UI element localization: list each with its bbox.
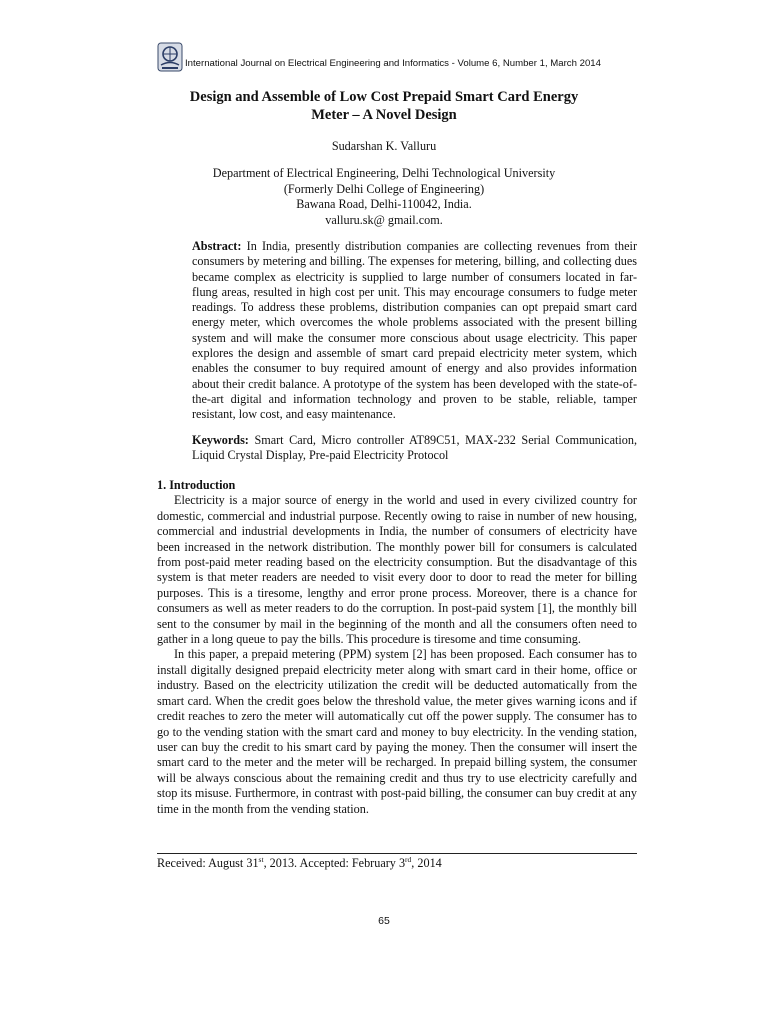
received-accepted-dates: Received: August 31st, 2013. Accepted: February 3rd, 2014 [157, 855, 442, 870]
keywords-label: Keywords: [192, 433, 249, 447]
affiliation-department: Department of Electrical Engineering, Delhi Technological University [212, 166, 556, 180]
title-line-2: Meter – A Novel Design [311, 107, 457, 123]
affiliation-email: valluru.sk@ gmail.com. [325, 212, 443, 227]
title-line-1: Design and Assemble of Low Cost Prepaid Smart Card Energy [189, 89, 579, 105]
keywords [192, 433, 637, 464]
affiliation-address: Bawana Road, Delhi-110042, India. [296, 197, 472, 211]
keywords-text: Smart Card, Micro controller AT89C51, MAX-232 Serial Communication, Liquid Crystal Display, Pre-paid Electricity Protocol [192, 433, 637, 463]
journal-logo-icon [157, 42, 183, 72]
footnote-divider [157, 853, 637, 854]
introduction-section [157, 478, 637, 817]
affiliation [150, 166, 618, 228]
page-number: 65 [378, 915, 390, 927]
section-heading: 1. Introduction [157, 478, 236, 492]
paper-title [150, 88, 618, 124]
abstract-label: Abstract: [192, 239, 242, 253]
paragraph: Electricity is a major source of energy in the world and used in every civilized country for domestic, commercial and industrial purpose. Recently owing to raise in number of new housing, commercial and industrial developments in India, the number of consumers of electricity have been increased in the network distribution. The monthly power bill for consumers is calculated from post-paid meter reading based on the electricity consumption. But the disadvantage of this system is that meter readers are needed to visit every door to door to read the meter for billing purposes. This is a tiresome, lengthy and error prone process. Moreover, there is a chance for consumers as well as meter readers to do the corruption. In post-paid system [1], the monthly bill sent to the consumer by mail in the beginning of the month and all the consumers often need to gather in a long queue to pay the bills. This procedure is tiresome and time consuming. [157, 493, 637, 647]
paragraph: In this paper, a prepaid metering (PPM) system [2] has been proposed. Each consumer has to install digitally designed prepaid electricity meter along with smart card in their home, office or industry. Based on the electricity utilization the credit will be deducted automatically from the smart card. When the credit goes below the threshold value, the meter gives warning icons and if credit reaches to zero the meter will automatically cut off the power supply. The consumer has to go to the vending station with the smart card and money to buy electricity. In the vending station, user can buy the credit to his smart card by paying the money. Then the consumer will insert the smart card to the meter and the meter will be recharged. In prepaid billing system, the consumer will be always conscious about the remaining credit and thus try to use electricity carefully and stop its misuse. Furthermore, in contrast with post-paid billing, the consumer can buy credit at any time in the month from the vending station. [157, 647, 637, 816]
journal-citation: International Journal on Electrical Engineering and Informatics - Volume 6, Number 1, March 2014 [185, 58, 601, 69]
abstract-text: In India, presently distribution companies are collecting revenues from their consumers by metering and billing. The expenses for metering, billing, and collecting dues became complex as electricity is supplied to large number of consumers located in far-flung areas, resulted in high cost per unit. This may encourage consumers to fudge meter readings. To address these problems, distribution companies can opt prepaid smart card energy meter, which overcomes the whole problems associated with the present billing system and will make the consumer more conscious about usage electricity. This paper explores the design and assemble of smart card prepaid electricity meter system, which enables the consumer to buy required amount of energy and also provides information about their credit balance. A prototype of the system has been developed with the state-of-the-art digital and information technology and proven to be stable, reliable, tamper resistant, low cost, and easy maintenance. [192, 239, 637, 422]
affiliation-former-name: (Formerly Delhi College of Engineering) [283, 181, 485, 196]
author-name: Sudarshan K. Valluru [331, 139, 437, 153]
abstract [192, 239, 637, 423]
journal-header [157, 38, 637, 72]
